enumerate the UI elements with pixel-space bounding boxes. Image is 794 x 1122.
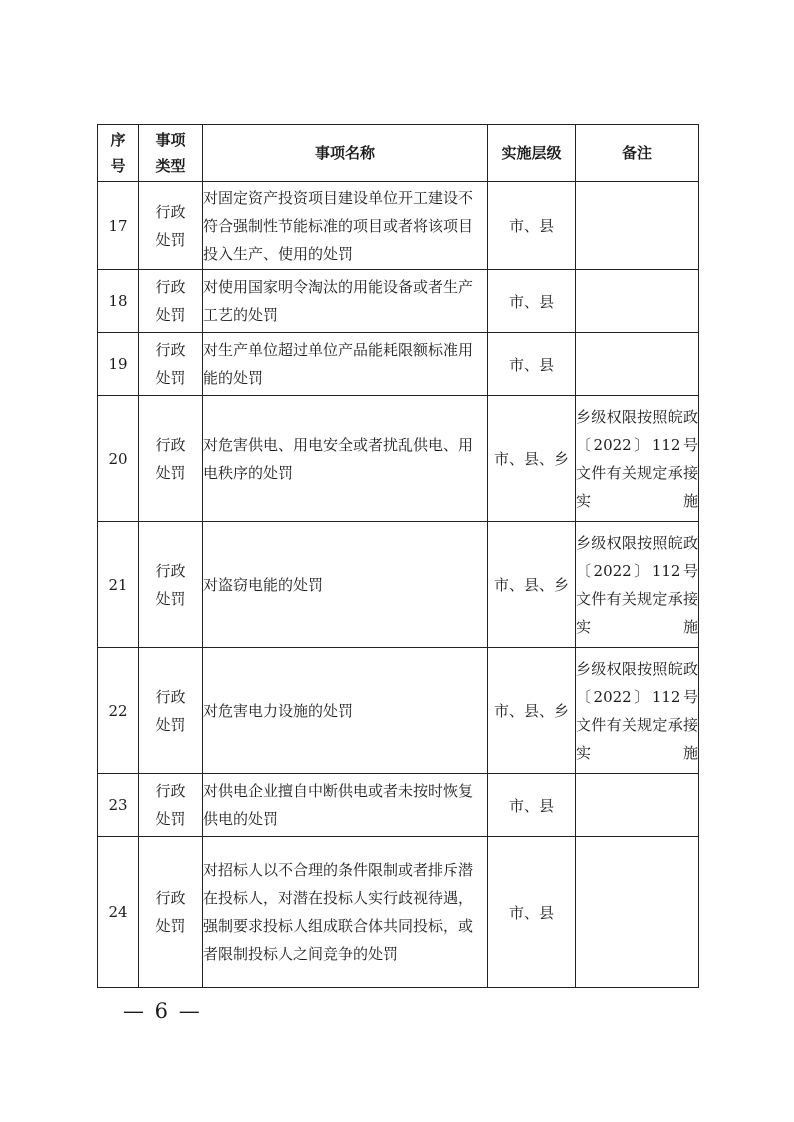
row-serial-no: 19 [98,333,139,396]
row-item-type: 行政处罚 [139,333,203,396]
row-item-name: 对供电企业擅自中断供电或者未按时恢复供电的处罚 [203,774,488,837]
table-row [98,774,699,837]
row-item-type: 行政处罚 [139,270,203,333]
row-remarks [576,837,699,988]
row-remarks [576,774,699,837]
row-impl-level: 市、县、乡 [488,522,576,648]
row-item-type: 行政处罚 [139,522,203,648]
row-impl-level: 市、县 [488,270,576,333]
table-row [98,270,699,333]
row-impl-level: 市、县、乡 [488,396,576,522]
row-serial-no: 20 [98,396,139,522]
header-item-name: 事项名称 [203,125,488,182]
table-header-row [98,125,699,182]
row-item-type: 行政处罚 [139,396,203,522]
row-item-type: 行政处罚 [139,648,203,774]
row-impl-level: 市、县 [488,182,576,270]
table-row [98,837,699,988]
table-row [98,182,699,270]
table-row [98,333,699,396]
row-item-name: 对危害供电、用电安全或者扰乱供电、用电秩序的处罚 [203,396,488,522]
row-item-name: 对生产单位超过单位产品能耗限额标准用能的处罚 [203,333,488,396]
row-impl-level: 市、县、乡 [488,648,576,774]
row-item-name: 对固定资产投资项目建设单位开工建设不符合强制性节能标准的项目或者将该项目投入生产、使用的处罚 [203,182,488,270]
row-item-name: 对危害电力设施的处罚 [203,648,488,774]
row-remarks [576,182,699,270]
header-serial-no: 序号 [98,125,139,182]
header-item-type: 事项类型 [139,125,203,182]
row-item-type: 行政处罚 [139,774,203,837]
row-remarks: 乡级权限按照皖政〔2022〕112号文件有关规定承接实施 [576,648,699,774]
row-serial-no: 22 [98,648,139,774]
row-serial-no: 17 [98,182,139,270]
row-serial-no: 24 [98,837,139,988]
row-item-name: 对盗窃电能的处罚 [203,522,488,648]
row-impl-level: 市、县 [488,333,576,396]
row-remarks: 乡级权限按照皖政〔2022〕112号文件有关规定承接实施 [576,522,699,648]
table-row [98,396,699,522]
items-table [97,124,699,988]
row-impl-level: 市、县 [488,837,576,988]
header-remarks: 备注 [576,125,699,182]
row-remarks: 乡级权限按照皖政〔2022〕112号文件有关规定承接实施 [576,396,699,522]
row-remarks [576,270,699,333]
row-serial-no: 18 [98,270,139,333]
row-item-type: 行政处罚 [139,837,203,988]
row-serial-no: 23 [98,774,139,837]
row-impl-level: 市、县 [488,774,576,837]
row-item-name: 对招标人以不合理的条件限制或者排斥潜在投标人，对潜在投标人实行歧视待遇，强制要求投标人组成联合体共同投标，或者限制投标人之间竞争的处罚 [203,837,488,988]
page-number: — 6 — [123,999,202,1023]
row-item-type: 行政处罚 [139,182,203,270]
row-item-name: 对使用国家明令淘汰的用能设备或者生产工艺的处罚 [203,270,488,333]
header-impl-level: 实施层级 [488,125,576,182]
row-serial-no: 21 [98,522,139,648]
table-row [98,522,699,648]
table-row [98,648,699,774]
row-remarks [576,333,699,396]
